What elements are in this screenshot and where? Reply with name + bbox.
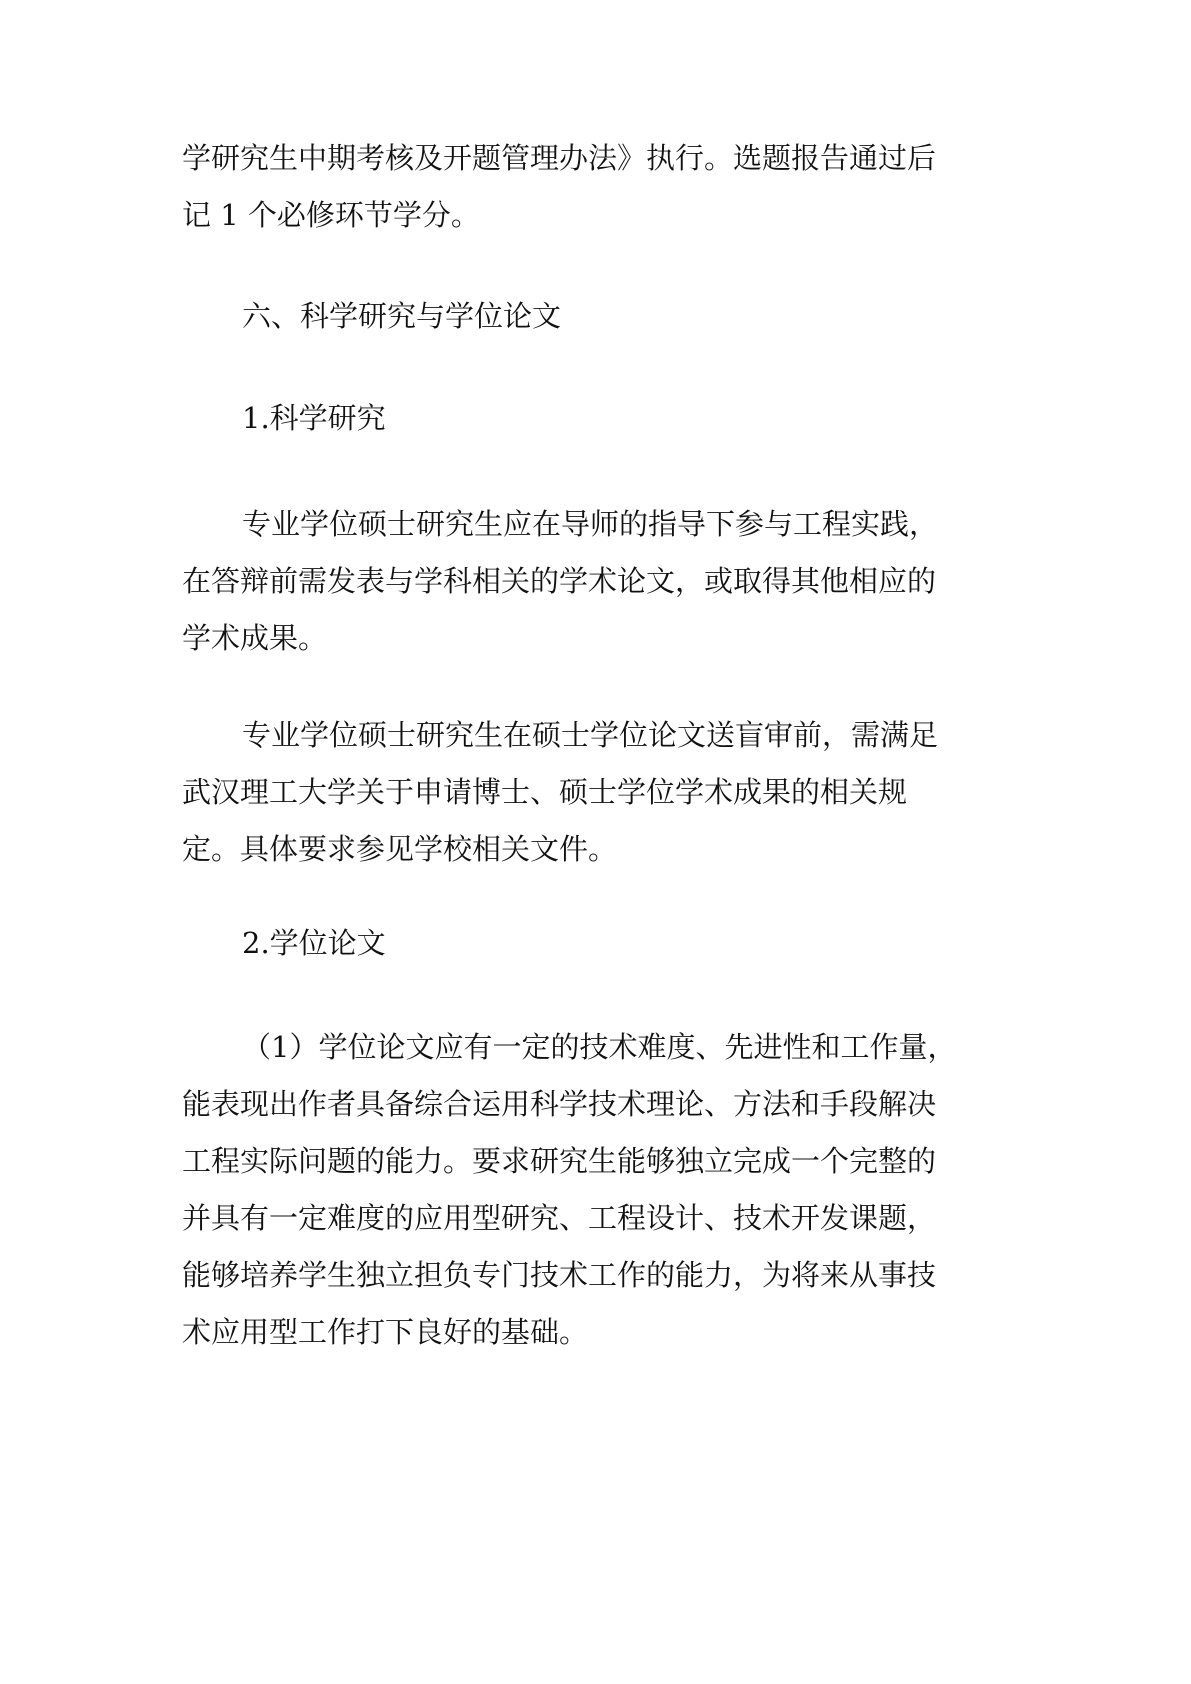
section-heading: [182, 288, 1022, 345]
continuation-paragraph: [182, 130, 1022, 244]
paragraph-line: 专业学位硕士研究生应在导师的指导下参与工程实践，: [242, 507, 939, 541]
subsection-heading-text: 1.科学研究: [242, 401, 386, 435]
subsection-heading-text: 2.学位论文: [242, 926, 386, 960]
paragraph-line: （1）学位论文应有一定的技术难度、先进性和工作量，: [242, 1030, 957, 1064]
paragraph-line: 定。具体要求参见学校相关文件。: [182, 832, 618, 866]
paragraph-line: 术应用型工作打下良好的基础。: [182, 1315, 589, 1349]
thesis-paragraph-1: [182, 1019, 1022, 1361]
subsection-heading-research: [182, 390, 1022, 447]
paragraph-line: 能表现出作者具备综合运用科学技术理论、方法和手段解决: [182, 1087, 937, 1121]
research-paragraph-1: [182, 496, 1022, 667]
paragraph-line: 记 1 个必修环节学分。: [182, 198, 480, 232]
paragraph-line: 在答辩前需发表与学科相关的学术论文，或取得其他相应的: [182, 564, 937, 598]
paragraph-line: 武汉理工大学关于申请博士、硕士学位学术成果的相关规: [182, 775, 908, 809]
paragraph-line: 专业学位硕士研究生在硕士学位论文送盲审前，需满足: [242, 718, 939, 752]
subsection-heading-thesis: [182, 915, 1022, 972]
paragraph-line: 学术成果。: [182, 621, 328, 655]
section-heading-text: 六、科学研究与学位论文: [242, 299, 562, 333]
paragraph-line: 学研究生中期考核及开题管理办法》执行。选题报告通过后: [182, 141, 937, 175]
paragraph-line: 并具有一定难度的应用型研究、工程设计、技术开发课题，: [182, 1201, 937, 1235]
paragraph-line: 工程实际问题的能力。要求研究生能够独立完成一个完整的: [182, 1144, 937, 1178]
paragraph-line: 能够培养学生独立担负专门技术工作的能力，为将来从事技: [182, 1258, 937, 1292]
research-paragraph-2: [182, 707, 1022, 878]
